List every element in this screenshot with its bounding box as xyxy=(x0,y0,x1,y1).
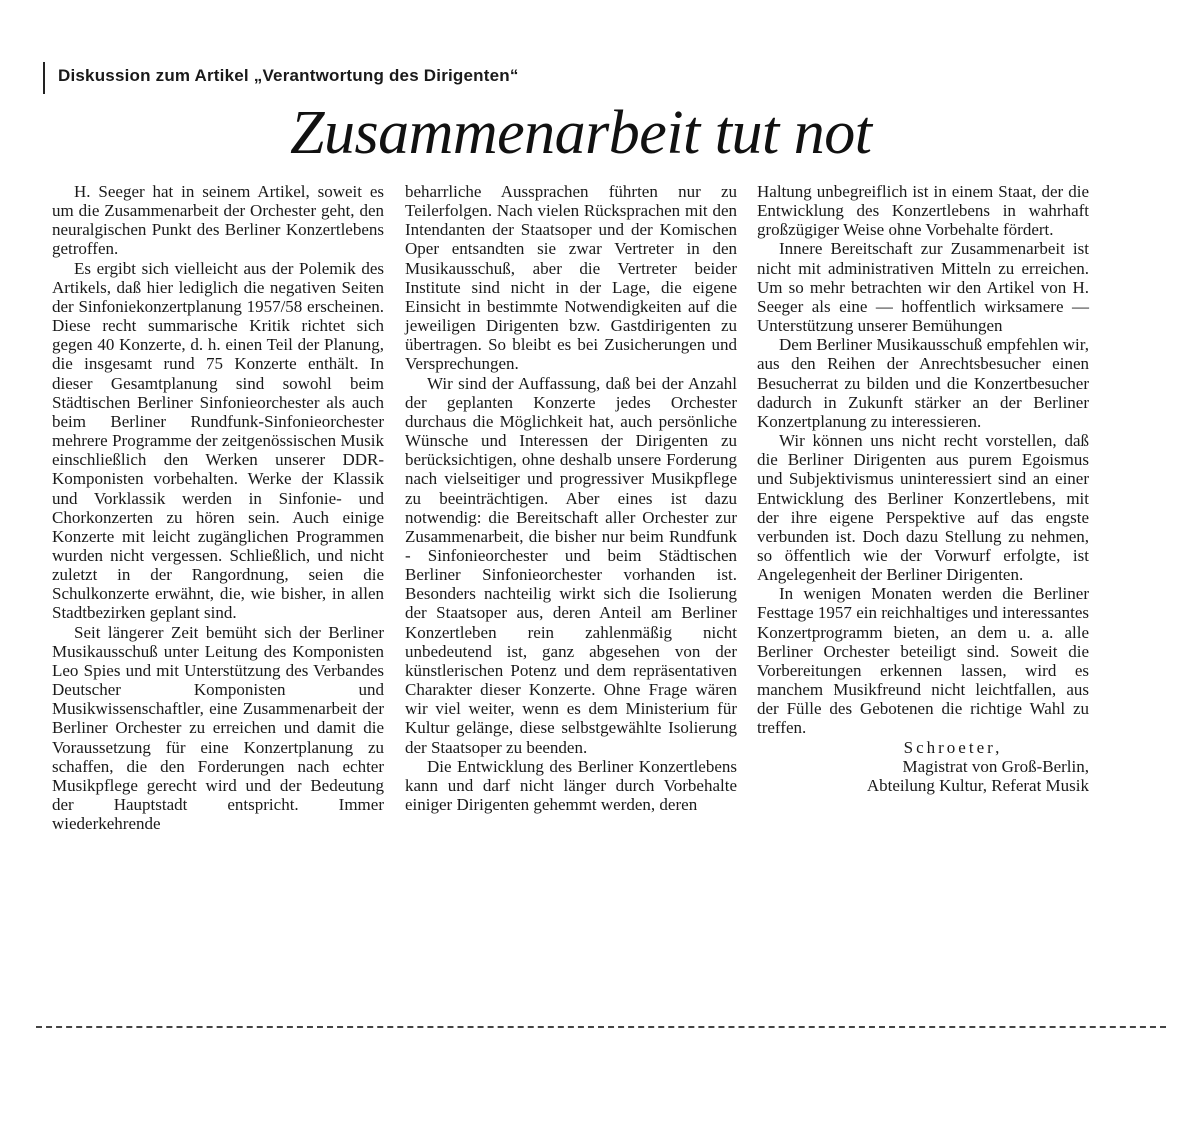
article-kicker: Diskussion zum Artikel „Verantwortung des Dirigenten“ xyxy=(58,66,519,85)
paragraph: Wir sind der Auffassung, daß bei der Anzahl der geplanten Konzerte jedes Orchester durchaus die Möglichkeit hat, auch persönliche Wünsche und Interessen der Dirigenten zu berücksichtigen, ohne deshalb unsere Forderung nach vielseitiger und progressiver Musikpflege zu beeinträchtigen. Aber eines ist dazu notwendig: die Bereitschaft aller Orchester zur Zusammenarbeit, die bisher nur beim Rundfunk - Sinfonieorchester und beim Städtischen Berliner Sinfonieorchester vorhanden ist. Besonders nachteilig wirkt sich die Isolierung der Staatsoper aus, deren Anteil am Berliner Konzertleben rein zahlenmäßig nicht unbedeutend ist, ganz abgesehen von der künstlerischen Potenz und dem repräsentativen Charakter dieser Konzerte. Ohne Frage wären wir viel weiter, wenn es dem Ministerium für Kultur gelänge, diese selbstgewählte Isolierung der Staatsoper zu beenden. xyxy=(405,373,737,757)
paragraph: Wir können uns nicht recht vorstellen, daß die Berliner Dirigenten aus purem Egoismus und Subjektivismus uninteressiert sind an einer Entwicklung des Berliner Konzertlebens, mit der ihre eigene Perspektive auf das engste verbunden ist. Doch dazu Stellung zu nehmen, so öffentlich wie der Vorwurf erfolgte, ist Angelegenheit der Berliner Dirigenten. xyxy=(757,431,1089,585)
paragraph: Seit längerer Zeit bemüht sich der Berliner Musikausschuß unter Leitung des Komponisten Leo Spies und mit Unterstützung des Verbandes Deutscher Komponisten und Musikwissenschaftler, eine Zusammenarbeit der Berliner Orchester zu erreichen und damit die Voraussetzung für eine Konzertplanung zu schaffen, die den Forderungen nach echter Musikpflege gerecht wird und der Bedeutung der Hauptstadt entspricht. Immer wiederkehrende xyxy=(52,622,384,834)
bottom-rule xyxy=(36,1026,1166,1028)
column-1 xyxy=(52,182,384,833)
paragraph: Es ergibt sich vielleicht aus der Polemik des Artikels, daß hier lediglich die negativen Seiten der Sinfoniekonzertplanung 1957/58 erscheinen. Diese recht summarische Kritik richtet sich gegen 40 Konzerte, d. h. einen Teil der Planung, die insgesamt rund 75 Konzerte enthält. In dieser Gesamtplanung sind sowohl beim Städtischen Berliner Sinfonieorchester als auch beim Berliner Rundfunk-Sinfonieorchester mehrere Programme der zeitgenössischen Musik einschließlich den Werken unserer DDR-Komponisten vorbehalten. Werke der Klassik und Vorklassik werden in Sinfonie- und Chorkonzerten zu hören sein. Auch einige Konzerte mit leicht zugänglichen Programmen wurden nicht vergessen. Schließlich, und nicht zuletzt in der Rangordnung, seien die Schulkonzerte erwähnt, die, wie bisher, in allen Stadtbezirken geplant sind. xyxy=(52,258,384,623)
signature-line: Abteilung Kultur, Referat Musik xyxy=(866,775,1089,795)
paragraph: Innere Bereitschaft zur Zusammenarbeit ist nicht mit administrativen Mitteln zu erreichen. Um so mehr betrachten wir den Artikel von H. Seeger als eine — hoffentlich wirksamere — Unterstützung unserer Bemühungen xyxy=(757,239,1089,336)
article-headline: Zusammenarbeit tut not xyxy=(290,99,872,167)
paragraph: Haltung unbegreiflich ist in einem Staat, der die Entwicklung des Konzertlebens in wahrhaft großzügiger Weise ohne Vorbehalte fördert. xyxy=(757,182,1089,240)
paragraph: Die Entwicklung des Berliner Konzertlebens kann und darf nicht länger durch Vorbehalte einiger Dirigenten gehemmt werden, deren xyxy=(405,756,737,814)
paragraph: H. Seeger hat in seinem Artikel, soweit es um die Zusammenarbeit der Orchester geht, den neuralgischen Punkt des Berliner Konzertlebens getroffen. xyxy=(52,182,384,259)
margin-mark xyxy=(43,62,45,94)
paragraph: beharrliche Aussprachen führten nur zu Teilerfolgen. Nach vielen Rücksprachen mit den Intendanten der Staatsoper und der Komischen Oper entsandten sie zwar Vertreter in den Musikausschuß, aber die Vertreter beider Institute sind nicht in der Lage, die eigene Einsicht in bestimmte Notwendigkeiten auf die jeweiligen Dirigenten bzw. Gastdirigenten zu übertragen. So bleibt es bei Zusicherungen und Versprechungen. xyxy=(405,182,737,374)
paragraph: In wenigen Monaten werden die Berliner Festtage 1957 ein reichhaltiges und interessantes Konzertprogramm bieten, an dem u. a. alle Berliner Orchester beteiligt sind. Soweit die Vorbereitungen erkennen lassen, wird es manchem Musikfreund nicht leichtfallen, aus der Fülle des Gebotenen die richtige Wahl zu treffen. xyxy=(757,584,1089,738)
column-3 xyxy=(757,182,1089,795)
signature-line: Magistrat von Groß-Berlin, xyxy=(902,756,1089,776)
signature-name: Schroeter, xyxy=(903,737,1003,757)
column-2 xyxy=(405,182,737,814)
paragraph: Dem Berliner Musikausschuß empfehlen wir, aus den Reihen der Anrechtsbesucher einen Besucherrat zu bilden und die Konzertbesucher dadurch in Zukunft stärker an der Berliner Konzertplanung zu interessieren. xyxy=(757,335,1089,431)
